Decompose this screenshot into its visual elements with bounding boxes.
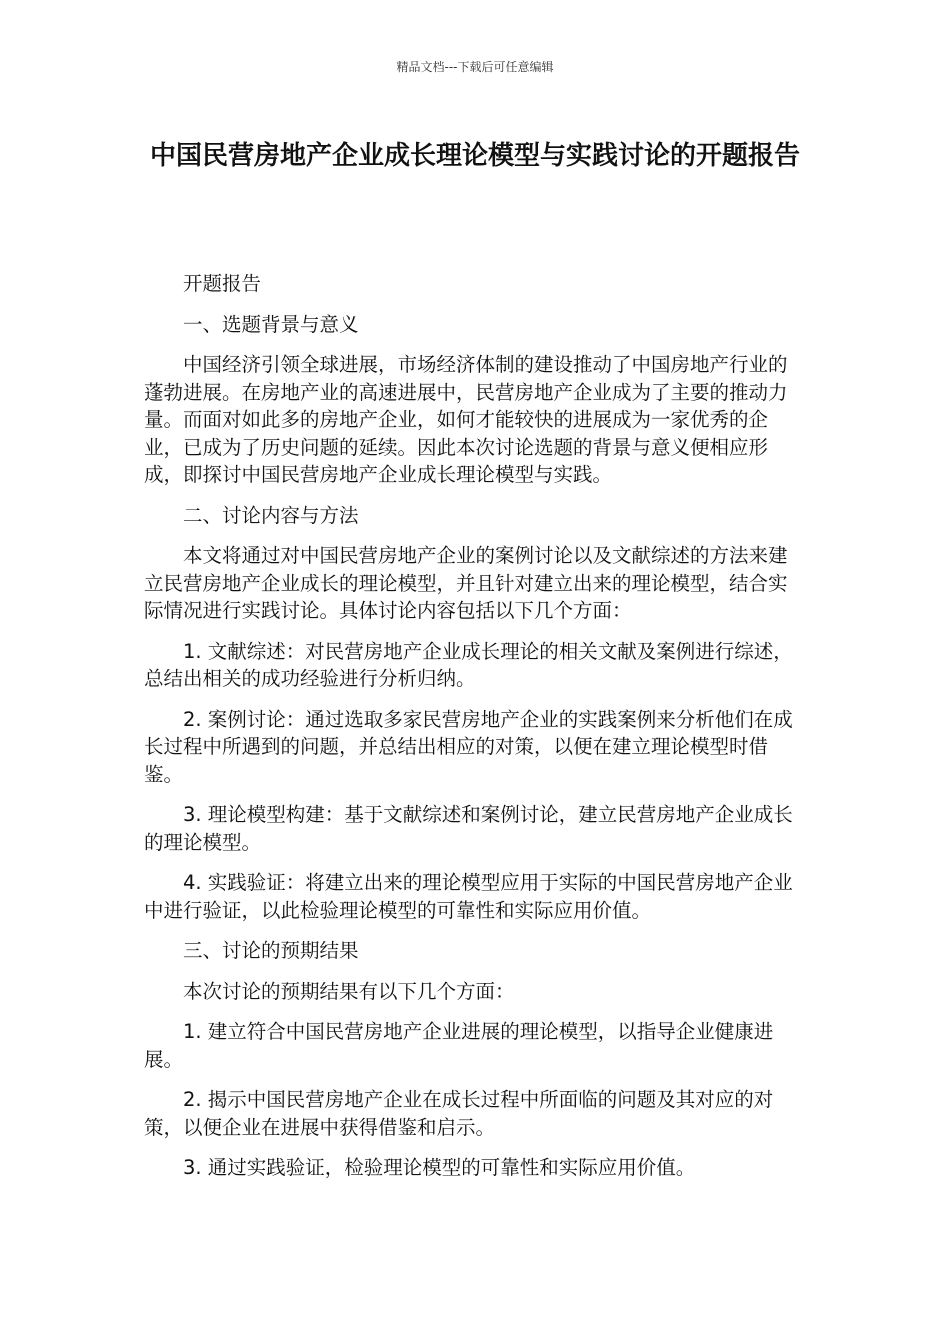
list-item-result-validation: 3. 通过实践验证，检验理论模型的可靠性和实际应用价值。 <box>183 1156 696 1179</box>
document-title: 中国民营房地产企业成长理论模型与实践讨论的开题报告 <box>149 141 800 171</box>
paragraph-method-intro: 本文将通过对中国民营房地产企业的案例讨论以及文献综述的方法来建立民营房地产企业成长的理论模型，并且针对建立出来的理论模型，结合实际情况进行实践讨论。具体讨论内容包括以下几个方面： <box>144 544 788 622</box>
paragraph-report-heading: 开题报告 <box>183 272 262 295</box>
section-heading-content-method: 二、讨论内容与方法 <box>183 503 359 527</box>
list-item-result-model: 1. 建立符合中国民营房地产企业进展的理论模型，以指导企业健康进展。 <box>144 1020 774 1071</box>
list-item-model-building: 3. 理论模型构建：基于文献综述和案例讨论，建立民营房地产企业成长的理论模型。 <box>144 803 793 854</box>
section-heading-background: 一、选题背景与意义 <box>183 312 359 336</box>
section-heading-expected-results: 三、讨论的预期结果 <box>183 939 359 962</box>
document-body <box>144 270 800 1195</box>
paragraph-background: 中国经济引领全球进展，市场经济体制的建设推动了中国房地产行业的蓬勃进展。在房地产业的高速进展中，民营房地产企业成为了主要的推动力量。而面对如此多的房地产企业，如何才能较快的进展成为一家优秀的企业，已成为了历史问题的延续。因此本次讨论选题的背景与意义便相应形成，即探讨中国民营房地产企业成长理论模型与实践。 <box>144 353 788 486</box>
list-item-practice-validation: 4. 实践验证：将建立出来的理论模型应用于实际的中国民营房地产企业中进行验证，以此检验理论模型的可靠性和实际应用价值。 <box>144 871 793 922</box>
page-header-note: 精品文档---下载后可任意编辑 <box>396 60 554 74</box>
paragraph-results-intro: 本次讨论的预期结果有以下几个方面： <box>183 979 515 1003</box>
list-item-case-study: 2. 案例讨论：通过选取多家民营房地产企业的实践案例来分析他们在成长过程中所遇到的问题，并总结出相应的对策，以便在建立理论模型时借鉴。 <box>144 707 793 786</box>
list-item-result-problems: 2. 揭示中国民营房地产企业在成长过程中所面临的问题及其对应的对策，以便企业在进展中获得借鉴和启示。 <box>144 1088 774 1139</box>
list-item-literature-review: 1. 文献综述：对民营房地产企业成长理论的相关文献及案例进行综述，总结出相关的成功经验进行分析归纳。 <box>144 639 793 690</box>
